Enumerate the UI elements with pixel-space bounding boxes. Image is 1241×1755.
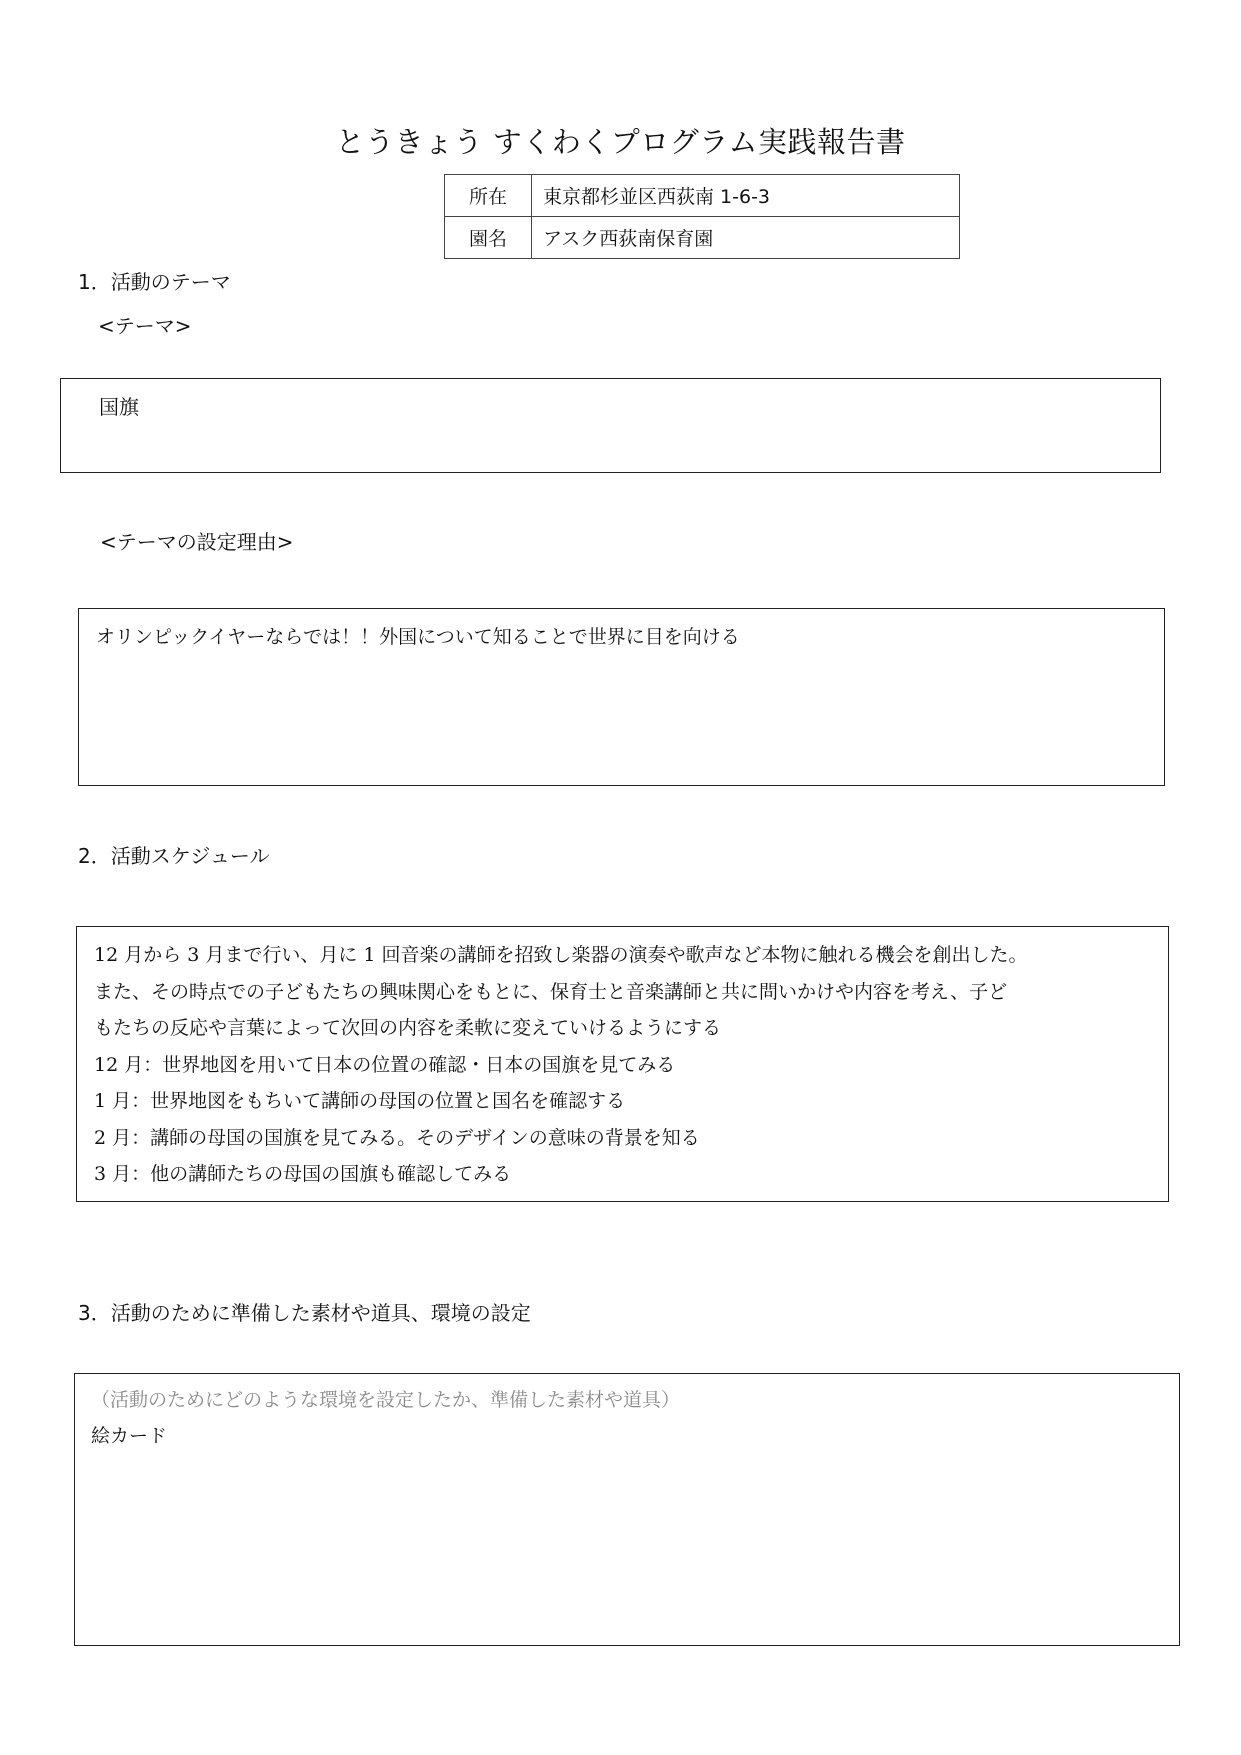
facility-name-value: アスク西荻南保育園 — [532, 217, 960, 259]
facility-info-table — [444, 174, 960, 259]
schedule-line: 2 月：講師の母国の国旗を見てみる。そのデザインの意味の背景を知る — [94, 1126, 700, 1149]
schedule-line: 12 月から 3 月まで行い、月に 1 回音楽の講師を招致し楽器の演奏や歌声など本物に触れる機会を創出した。 — [94, 944, 1028, 966]
location-label: 所在 — [445, 175, 532, 217]
theme-value: 国旗 — [99, 395, 139, 419]
section1-heading: 1．活動のテーマ — [78, 270, 231, 294]
document-title: とうきょう すくわくプログラム実践報告書 — [335, 125, 906, 159]
schedule-line: また、その時点での子どもたちの興味関心をもとに、保育士と音楽講師と共に問いかけや内容を考え、子ど — [94, 980, 1008, 1003]
schedule-text — [94, 937, 1028, 1193]
theme-box — [60, 378, 1161, 473]
section3-heading: 3．活動のために準備した素材や道具、環境の設定 — [78, 1301, 531, 1325]
location-value: 東京都杉並区西荻南 1-6-3 — [532, 175, 960, 217]
theme-label: <テーマ> — [98, 314, 192, 338]
location-row — [445, 175, 960, 217]
schedule-line: 1 月：世界地図をもちいて講師の母国の位置と国名を確認する — [94, 1090, 626, 1112]
facility-name-row — [445, 217, 960, 259]
section2-heading: 2．活動スケジュール — [78, 844, 270, 868]
schedule-line: もたちの反応や言葉によって次回の内容を柔軟に変えていけるようにする — [94, 1017, 722, 1039]
materials-box — [74, 1373, 1180, 1646]
materials-value: 絵カード — [91, 1425, 168, 1447]
schedule-line: 12 月：世界地図を用いて日本の位置の確認・日本の国旗を見てみる — [94, 1053, 676, 1076]
materials-hint: （活動のためにどのような環境を設定したか、準備した素材や道具） — [91, 1389, 681, 1411]
facility-name-label: 園名 — [445, 217, 532, 259]
reason-label: <テーマの設定理由> — [100, 530, 294, 554]
reason-box — [78, 608, 1165, 786]
reason-value: オリンピックイヤーならでは！！外国について知ることで世界に目を向ける — [96, 626, 740, 648]
schedule-line: 3 月：他の講師たちの母国の国旗も確認してみる — [94, 1163, 512, 1185]
schedule-box — [76, 926, 1169, 1202]
